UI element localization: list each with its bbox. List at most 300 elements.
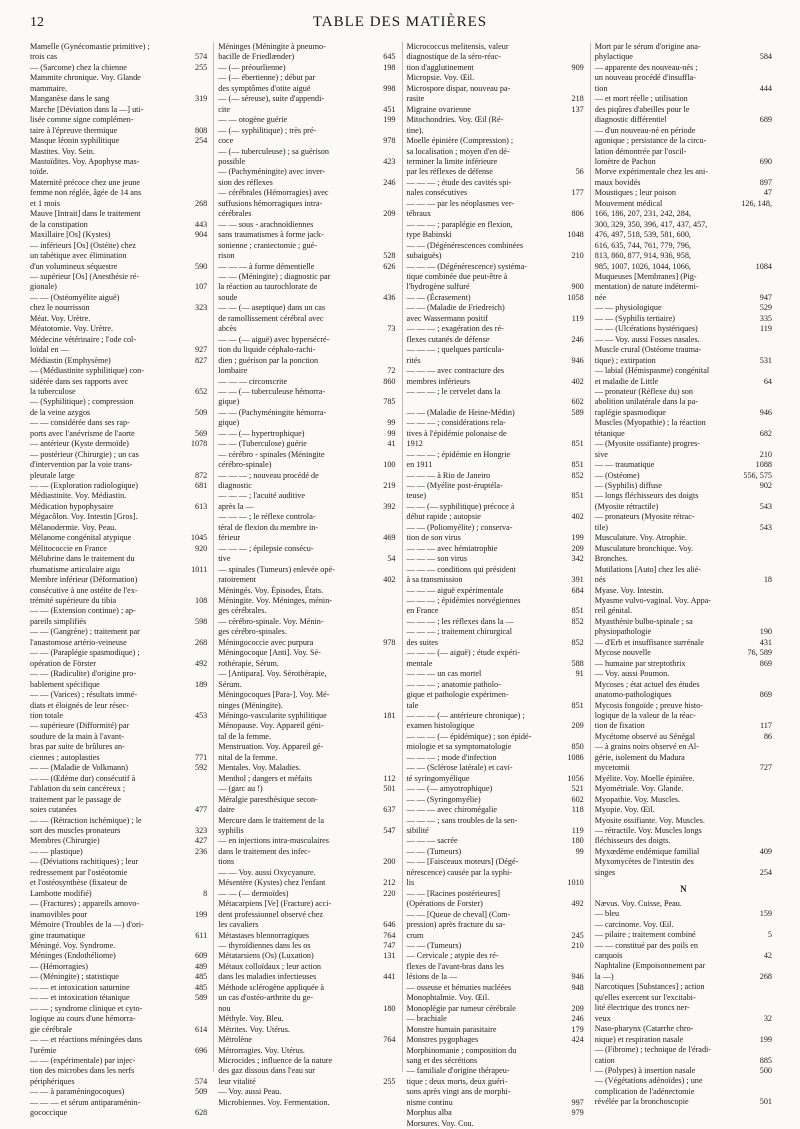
entry-text: gérie, isolement du Madura (594, 752, 685, 762)
entry-text: — d'Erb et insuffisance surrénale (594, 637, 704, 647)
entry-text: Musculature bronchique. Voy. (594, 543, 694, 553)
entry-text: Membre inférieur (Déformation) (30, 575, 138, 585)
entry-text: Microcides ; influence de la nature (218, 1055, 333, 1065)
index-entry (407, 418, 584, 428)
entry-text: opération de Förster (30, 658, 96, 668)
entry-page-number: 180 (383, 1003, 396, 1013)
entry-text: ciennes ; autoplasties (30, 752, 100, 762)
index-entry (30, 554, 207, 564)
entry-text: — (Myosite ossifiante) progres- (594, 439, 701, 449)
entry-text: Myxœdème endémique familial (594, 846, 700, 856)
entry-page-number: 948 (571, 982, 584, 992)
entry-page-number: 646 (383, 920, 396, 930)
entry-page-number: 179 (571, 1024, 584, 1034)
entry-page-number: 492 (571, 899, 584, 909)
index-entry (595, 471, 772, 481)
entry-text: périphériques (30, 1076, 75, 1086)
index-entry (595, 711, 772, 721)
index-entry (218, 606, 395, 616)
index-entry (407, 345, 584, 355)
entry-text: Mycosis fongoïde ; preuve histo- (594, 700, 703, 710)
entry-text: leur vitalité (218, 1076, 256, 1086)
entry-page-number: 108 (194, 596, 208, 606)
entry-page-number: 100 (383, 460, 396, 470)
index-entry (595, 669, 772, 679)
index-entry (30, 1098, 207, 1108)
entry-text: — — plastique) (30, 846, 83, 856)
entry-text: — — (Syringomyélie) (406, 794, 481, 804)
index-entry (218, 251, 395, 261)
entry-text: lité électrique des troncs ner- (594, 1003, 690, 1013)
index-entry (595, 638, 772, 648)
index-entry (218, 167, 395, 177)
entry-text: Moelle épinière (Compression) ; (406, 136, 514, 146)
entry-text: (Opérations de Forster) (406, 899, 483, 909)
index-entry (218, 94, 395, 104)
index-entry (407, 262, 584, 272)
entry-text: sion des réflexes (218, 177, 273, 187)
entry-page-number: 589 (571, 407, 584, 417)
index-entry (30, 84, 207, 94)
entry-text: sive (594, 449, 608, 459)
entry-text: et 1 mois (30, 198, 61, 208)
entry-page-number: 137 (571, 104, 584, 114)
index-entry (218, 763, 395, 773)
entry-text: — d'un nouveau-né en période (594, 125, 696, 135)
index-entry (218, 345, 395, 355)
entry-text: les cavaliers (218, 920, 259, 930)
index-entry (218, 272, 395, 282)
index-entry (218, 366, 395, 376)
entry-text: physiopathologie (594, 627, 652, 637)
index-entry (218, 565, 395, 575)
entry-page-number: 1086 (567, 752, 584, 762)
entry-text: — — (— aiguë) avec hypersécré- (218, 334, 330, 344)
index-entry (407, 1046, 584, 1056)
entry-page-number: 131 (383, 951, 396, 961)
entry-text: mammaire. (30, 83, 68, 93)
entry-text: — — — avec chiromégalie (406, 805, 497, 815)
index-entry (595, 209, 772, 219)
entry-text: — — (Paraplégie spasmodique) ; (30, 648, 140, 658)
index-entry (218, 962, 395, 972)
entry-page-number: 1056 (567, 773, 584, 783)
index-entry (407, 721, 584, 731)
index-entry (30, 220, 207, 230)
index-entry (30, 126, 207, 136)
index-entry (30, 742, 207, 752)
entry-text: — — — un cas mortel (406, 669, 482, 679)
entry-text: 616, 635, 744, 761, 779, 796, (594, 240, 691, 250)
entry-text: nou (218, 1003, 231, 1013)
index-entry (407, 408, 584, 418)
index-entry (595, 502, 772, 512)
entry-page-number: 997 (571, 1097, 584, 1107)
index-entry (218, 523, 395, 533)
index-entry (595, 961, 772, 971)
entry-text: pression) après fracture du sa- (406, 920, 506, 930)
entry-text: Médiastin (Emphysème) (30, 355, 111, 365)
entry-text: — — (Méningite) ; diagnostic par (218, 271, 331, 281)
entry-text: Méningite. Voy. Méninges, ménin- (218, 596, 333, 606)
index-entry (218, 774, 395, 784)
index-entry (30, 439, 207, 449)
index-entry (595, 115, 772, 125)
entry-text: (Myosite rétractile) (594, 501, 659, 511)
index-entry (218, 680, 395, 690)
entry-page-number: 806 (571, 209, 584, 219)
index-entry (218, 481, 395, 491)
entry-text: — (Médiastinite syphilitique) con- (30, 366, 144, 376)
index-entry (407, 868, 584, 878)
index-entry (407, 690, 584, 700)
entry-page-number: 119 (571, 313, 584, 323)
index-entry (407, 324, 584, 334)
entry-text: — — sous - arachnoïdiennes (218, 219, 314, 229)
entry-text: tique combinée due peut-être à (406, 271, 508, 281)
index-entry (30, 774, 207, 784)
index-entry (407, 502, 584, 512)
index-entry (30, 889, 207, 899)
index-entry (407, 377, 584, 387)
entry-text: nique) et respiration nasale (594, 1034, 684, 1044)
entry-text: — — — ; exagération des ré- (406, 324, 504, 334)
index-entry (218, 951, 395, 961)
index-entry (407, 481, 584, 491)
index-entry (218, 899, 395, 909)
index-entry (30, 868, 207, 878)
entry-page-number: 682 (759, 428, 772, 438)
entry-text: Monophtalmie. Voy. Œil. (406, 993, 490, 1003)
index-entry (407, 188, 584, 198)
index-entry (595, 397, 772, 407)
entry-page-number: 771 (194, 752, 208, 762)
entry-text: 985, 1007, 1026, 1044, 1066, (594, 261, 691, 271)
entry-text: soude (218, 292, 238, 302)
entry-page-number: 200 (383, 857, 396, 867)
index-entry (407, 993, 584, 1003)
index-entry (30, 115, 207, 125)
index-entry (30, 178, 207, 188)
entry-text: sans traumatismes à forme jack- (218, 230, 324, 240)
entry-page-number: 342 (571, 554, 584, 564)
index-entry (407, 314, 584, 324)
index-entry (407, 471, 584, 481)
index-entry (218, 429, 395, 439)
index-entry (218, 826, 395, 836)
index-entry (595, 617, 772, 627)
index-entry (30, 659, 207, 669)
entry-text: tique) ; extirpation (594, 355, 656, 365)
index-entry (218, 1046, 395, 1056)
index-entry (407, 1077, 584, 1087)
entry-page-number: 255 (383, 1076, 396, 1086)
entry-page-number: 529 (759, 303, 772, 313)
entry-text: singes (594, 867, 616, 877)
entry-page-number: 209 (571, 1003, 584, 1013)
index-entry (595, 84, 772, 94)
index-entry (595, 356, 772, 366)
entry-text: — — — ; mode d'infection (406, 752, 497, 762)
index-entry (407, 1056, 584, 1066)
entry-text: des symptômes d'otite aiguë (218, 83, 311, 93)
entry-page-number: 323 (194, 303, 208, 313)
entry-text: diats et éloignés de leur résec- (30, 700, 129, 710)
index-entry (30, 648, 207, 658)
entry-page-number: 696 (194, 1045, 208, 1055)
entry-text: Méningo-vascularite syphilitique (218, 711, 327, 720)
index-entry (30, 303, 207, 313)
entry-page-number: 1048 (567, 230, 584, 240)
index-entry (407, 1035, 584, 1045)
entry-text: Médication hypophysaire (30, 501, 114, 511)
index-entry (407, 847, 584, 857)
index-entry (30, 753, 207, 763)
entry-text: Méthyle. Voy. Bleu. (218, 1014, 284, 1024)
index-entry (407, 638, 584, 648)
entry-page-number: 177 (571, 188, 584, 198)
entry-text: Narcotiques [Substances] ; action (594, 982, 705, 992)
index-entry (218, 303, 395, 313)
section-letter: N (680, 884, 687, 895)
entry-page-number: 209 (383, 209, 396, 219)
entry-text: — — (Extension continue) ; ap- (30, 606, 136, 616)
index-entry (595, 450, 772, 460)
index-entry (30, 962, 207, 972)
entry-text: — humaine par streptothrix (594, 658, 686, 668)
index-entry (30, 408, 207, 418)
entry-page-number: 210 (571, 251, 584, 261)
entry-text: Myase. Voy. Intestin. (594, 585, 664, 595)
entry-text: 166, 186, 207, 231, 242, 284, (594, 209, 691, 219)
index-entry (407, 753, 584, 763)
entry-page-number: 392 (383, 501, 396, 511)
entry-text: Métrolène (218, 1035, 252, 1045)
entry-page-number: 808 (194, 125, 208, 135)
entry-text: d'un volumineux séquestre (30, 261, 118, 271)
index-entry (407, 157, 584, 167)
entry-page-number: 402 (571, 376, 584, 386)
entry-text: — cérébro - spinales (Méningite (218, 449, 325, 459)
entry-text: — — — (— aiguë) ; étude expéri- (406, 648, 520, 658)
entry-text: tique ; deux morts, deux guéri- (406, 1076, 508, 1086)
index-entry (30, 324, 207, 334)
entry-page-number: 501 (759, 1097, 772, 1107)
index-entry (218, 993, 395, 1003)
index-entry (30, 272, 207, 282)
entry-text: Mort par le sérum d'origine ana- (594, 42, 701, 51)
index-entry (30, 1004, 207, 1014)
index-column-4 (590, 42, 772, 1107)
entry-page-number: 628 (194, 1108, 208, 1118)
entry-text: — — [Queue de cheval] (Com- (406, 909, 511, 919)
entry-text: Morphus alba (406, 1108, 452, 1118)
index-columns (30, 42, 772, 1128)
entry-text: Muscle crural (Ostéome trauma- (594, 345, 702, 355)
index-entry (30, 105, 207, 115)
entry-text: Méningocoque [Anti]. Voy. Sé- (218, 648, 321, 658)
index-entry (595, 982, 772, 992)
entry-page-number: 869 (759, 690, 772, 700)
entry-text: tion de fixation (594, 721, 645, 731)
index-entry (218, 690, 395, 700)
entry-text: lation démontrée par l'oscil- (594, 146, 687, 156)
entry-page-number: 268 (194, 637, 208, 647)
index-entry (407, 1098, 584, 1108)
index-entry (407, 805, 584, 815)
entry-page-number: 637 (383, 805, 396, 815)
index-entry (407, 575, 584, 585)
index-entry (30, 826, 207, 836)
entry-text: — pronateurs (Myosite rétrac- (594, 512, 695, 522)
entry-text: — — constitué par des poils en (594, 940, 698, 950)
entry-text: Mitochondries. Voy. Œil (Ré- (406, 115, 504, 125)
index-entry (30, 899, 207, 909)
index-entry (595, 1056, 772, 1066)
index-entry (30, 1066, 207, 1076)
entry-text: — — — sacrée (406, 836, 458, 846)
entry-text: — (— syphilitique) ; très pré- (218, 125, 317, 135)
entry-text: Méningés. Voy. Épisodes, États. (218, 585, 324, 595)
index-entry (218, 857, 395, 867)
entry-text: — antérieur (Kyste dermoïde) (30, 439, 129, 449)
index-entry (595, 429, 772, 439)
entry-page-number: 72 (387, 366, 396, 376)
entry-text: — — (Œdème dur) consécutif à (30, 773, 136, 783)
index-entry (30, 523, 207, 533)
index-entry (595, 951, 772, 961)
entry-text: — — Voy. aussi Oxycyanure. (218, 867, 316, 877)
entry-text: tions (218, 857, 235, 867)
index-entry (30, 596, 207, 606)
index-entry (218, 910, 395, 920)
index-entry (218, 795, 395, 805)
entry-text: — — et réactions méningées dans (30, 1035, 143, 1045)
index-entry (30, 575, 207, 585)
index-entry (407, 669, 584, 679)
index-entry (595, 387, 772, 397)
entry-page-number: 180 (571, 836, 584, 846)
entry-page-number: 626 (383, 261, 396, 271)
index-entry (218, 816, 395, 826)
entry-page-number: 920 (194, 543, 208, 553)
entry-page-number: 547 (383, 825, 396, 835)
entry-text: Méralgie paresthésique secon- (218, 794, 318, 804)
index-entry (407, 1004, 584, 1014)
index-entry (595, 188, 772, 198)
entry-text: veux (594, 1013, 611, 1023)
index-entry (595, 753, 772, 763)
index-entry (407, 1087, 584, 1097)
index-entry (30, 136, 207, 146)
index-entry (407, 931, 584, 941)
index-entry (407, 889, 584, 899)
entry-text: — (Déviations rachitiques) ; leur (30, 857, 139, 867)
entry-page-number: 119 (571, 825, 584, 835)
entry-page-number: 99 (575, 846, 584, 856)
entry-text: soies cutanées (30, 805, 77, 815)
entry-text: gique) (218, 397, 240, 407)
entry-page-number: 441 (383, 972, 396, 982)
index-entry (595, 52, 772, 62)
entry-text: — — et intoxication tétanique (30, 993, 130, 1003)
entry-text: de la veine azygos (30, 407, 91, 417)
entry-page-number: 117 (760, 721, 772, 731)
entry-page-number: 99 (387, 428, 396, 438)
entry-text: redressement par l'ostéotomie (30, 867, 128, 877)
index-entry (407, 230, 584, 240)
entry-text: — — (— syphilitique) précoce à (406, 501, 515, 511)
index-entry (218, 554, 395, 564)
entry-page-number: 402 (383, 575, 396, 585)
entry-page-number: 681 (194, 481, 208, 491)
entry-page-number: 477 (194, 805, 208, 815)
entry-text: un nouveau procédé d'insuffla- (594, 73, 696, 83)
entry-text: Mélanodermie. Voy. Peau. (30, 522, 117, 532)
entry-text: — (Hémorragies) (30, 961, 88, 971)
index-entry (407, 701, 584, 711)
index-entry (407, 826, 584, 836)
entry-text: Bronches. (594, 554, 628, 564)
index-entry (218, 471, 395, 481)
entry-page-number: 199 (759, 1034, 772, 1044)
entry-text: sa localisation ; moyen d'en dé- (406, 146, 510, 156)
entry-text: — pronateur (Réflexe du) son (594, 386, 693, 396)
entry-text: avec Wassermann positif (406, 313, 488, 323)
entry-text: 1912 (406, 439, 423, 449)
index-entry (407, 1014, 584, 1024)
entry-text: dans le traitement des infec- (218, 846, 311, 856)
index-entry (30, 94, 207, 104)
index-entry (30, 795, 207, 805)
entry-text: — — Voy. aussi Fosses nasales. (594, 334, 700, 344)
index-entry (407, 94, 584, 104)
entry-text: — — (expérimentale) par injec- (30, 1055, 136, 1065)
entry-text: sons après vingt ans de morphi- (406, 1087, 511, 1097)
entry-text: née (594, 292, 607, 302)
entry-page-number: 690 (759, 156, 772, 166)
entry-page-number: 947 (759, 292, 772, 302)
entry-text: — — (Maladie de Volkmann) (30, 763, 128, 773)
entry-text: coce (218, 136, 234, 146)
entry-page-number: 218 (571, 94, 584, 104)
index-entry (218, 73, 395, 83)
entry-text: — Voy. aussi Poumon. (594, 669, 670, 679)
entry-text: — pilaire ; traitement combiné (594, 930, 696, 940)
entry-text: tives à l'épidémie polonaise de (406, 428, 507, 438)
entry-page-number: 190 (759, 627, 772, 637)
entry-text: Mauve [Intrait] dans le traitement (30, 209, 141, 219)
index-entry (30, 920, 207, 930)
entry-text: Mastites. Voy. Sein. (30, 146, 95, 156)
index-entry (218, 544, 395, 554)
entry-text: lomètre de Pachon (594, 156, 656, 166)
entry-text: — [Antipara]. Voy. Sérothérapie, (218, 669, 327, 679)
entry-text: — — — par les néoplasmes ver- (406, 198, 515, 208)
entry-text: — (Syphilitique) ; compression (30, 397, 134, 407)
entry-text: — labial (Hémispasme) congénital (594, 366, 710, 376)
entry-page-number: 319 (194, 94, 208, 104)
entry-page-number: 86 (763, 731, 772, 741)
entry-text: nital de la femme. (218, 752, 278, 762)
index-entry (218, 450, 395, 460)
index-entry (218, 1098, 395, 1108)
index-entry (30, 335, 207, 345)
entry-page-number: 199 (194, 909, 208, 919)
entry-text: abolition unilatérale dans la pa- (594, 397, 698, 407)
entry-text: — — — ; épidémie en Hongrie (406, 449, 511, 459)
index-entry (30, 251, 207, 261)
